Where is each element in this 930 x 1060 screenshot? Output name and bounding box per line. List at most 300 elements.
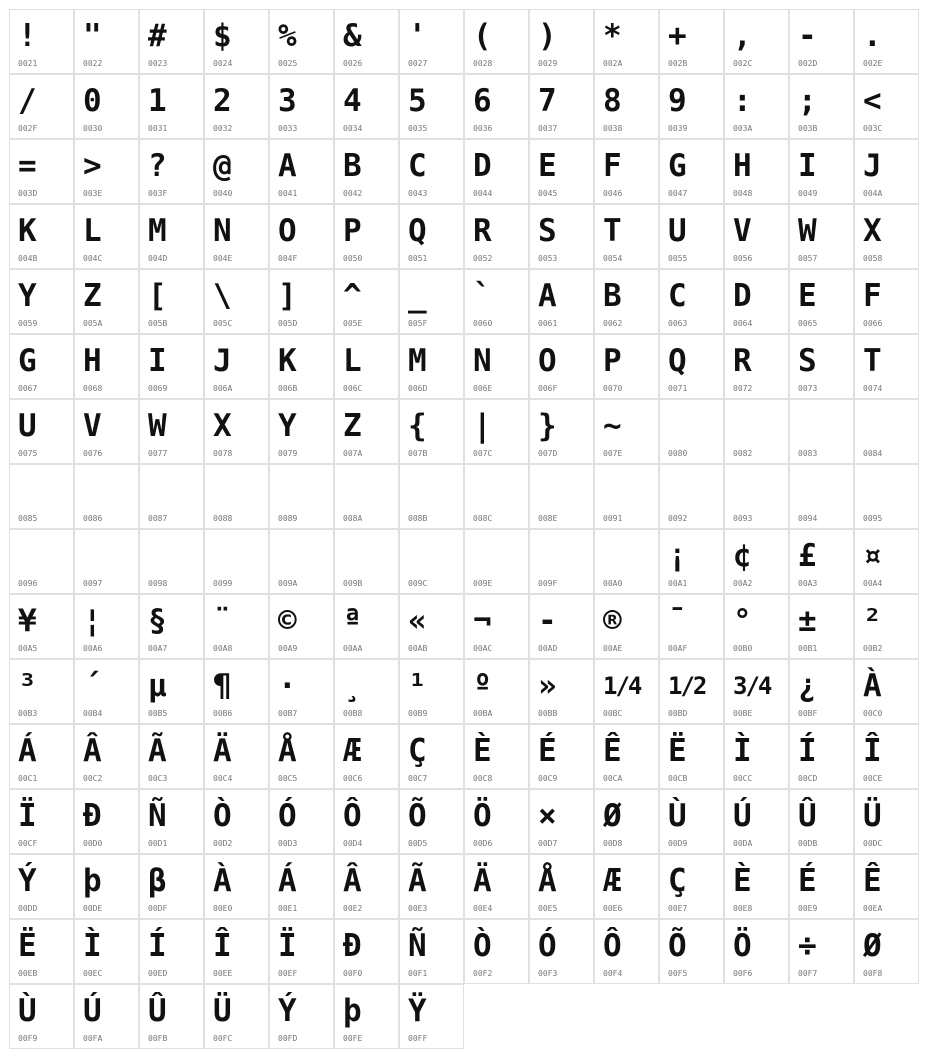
glyph-cell (9, 139, 74, 204)
glyph-code-label: 00FF (408, 1034, 428, 1043)
glyph-cell (204, 659, 269, 724)
glyph-char: Õ (408, 798, 427, 834)
glyph-code-label: 00BC (603, 709, 623, 718)
glyph-char: ¶ (213, 668, 232, 704)
glyph-char: ° (733, 603, 752, 639)
glyph-char: 7 (538, 83, 557, 119)
glyph-cell (594, 74, 659, 139)
glyph-cell (789, 659, 854, 724)
glyph-cell (74, 204, 139, 269)
glyph-cell (659, 399, 724, 464)
glyph-code-label: 0041 (278, 189, 298, 198)
glyph-code-label: 00DA (733, 839, 753, 848)
glyph-cell (724, 464, 789, 529)
glyph-code-label: 00B7 (278, 709, 298, 718)
glyph-code-label: 006A (213, 384, 233, 393)
glyph-cell (204, 464, 269, 529)
glyph-code-label: 0048 (733, 189, 753, 198)
glyph-cell (139, 789, 204, 854)
glyph-code-label: 0078 (213, 449, 233, 458)
glyph-cell (854, 334, 919, 399)
glyph-cell (9, 724, 74, 789)
glyph-cell (529, 789, 594, 854)
glyph-code-label: 00E5 (538, 904, 558, 913)
glyph-cell (529, 334, 594, 399)
glyph-code-label: 00F1 (408, 969, 428, 978)
glyph-char: £ (798, 538, 817, 574)
glyph-code-label: 0091 (603, 514, 623, 523)
glyph-char: - (538, 603, 557, 639)
glyph-code-label: 0089 (278, 514, 298, 523)
glyph-cell (464, 464, 529, 529)
glyph-cell (74, 9, 139, 74)
glyph-char: ¡ (668, 538, 687, 574)
glyph-char: R (733, 343, 752, 379)
glyph-code-label: 0080 (668, 449, 688, 458)
glyph-char: D (473, 148, 492, 184)
glyph-char: Ÿ (408, 993, 427, 1029)
glyph-code-label: 0058 (863, 254, 883, 263)
glyph-char: % (278, 18, 297, 54)
glyph-char: 9 (668, 83, 687, 119)
glyph-char: B (603, 278, 622, 314)
glyph-code-label: 0068 (83, 384, 103, 393)
glyph-code-label: 009B (343, 579, 363, 588)
glyph-cell (724, 659, 789, 724)
glyph-char: È (473, 733, 492, 769)
glyph-char: X (863, 213, 882, 249)
glyph-code-label: 0075 (18, 449, 38, 458)
glyph-code-label: 0040 (213, 189, 233, 198)
glyph-cell (594, 9, 659, 74)
glyph-cell (594, 139, 659, 204)
glyph-code-label: 007D (538, 449, 558, 458)
glyph-code-label: 0056 (733, 254, 753, 263)
glyph-code-label: 00F5 (668, 969, 688, 978)
glyph-char: Æ (603, 863, 622, 899)
glyph-cell (594, 334, 659, 399)
glyph-char: W (798, 213, 817, 249)
glyph-code-label: 00A1 (668, 579, 688, 588)
glyph-char: 2 (213, 83, 232, 119)
glyph-code-label: 00C8 (473, 774, 493, 783)
glyph-char: I (798, 148, 817, 184)
glyph-char: E (538, 148, 557, 184)
glyph-code-label: 004B (18, 254, 38, 263)
glyph-char: ÷ (798, 928, 817, 964)
glyph-code-label: 0066 (863, 319, 883, 328)
glyph-char: 6 (473, 83, 492, 119)
glyph-code-label: 00CD (798, 774, 818, 783)
glyph-char: ¤ (863, 538, 882, 574)
glyph-code-label: 008C (473, 514, 493, 523)
glyph-cell (9, 74, 74, 139)
glyph-char: ± (798, 603, 817, 639)
glyph-char: Ò (213, 798, 232, 834)
glyph-char: Ö (733, 928, 752, 964)
glyph-char: [ (148, 278, 167, 314)
glyph-cell (399, 464, 464, 529)
glyph-cell (334, 594, 399, 659)
glyph-code-label: 00DC (863, 839, 883, 848)
glyph-char: Ï (278, 928, 297, 964)
glyph-code-label: 0053 (538, 254, 558, 263)
glyph-code-label: 0033 (278, 124, 298, 133)
glyph-code-label: 0062 (603, 319, 623, 328)
glyph-cell (334, 269, 399, 334)
glyph-code-label: 0069 (148, 384, 168, 393)
glyph-cell (139, 204, 204, 269)
glyph-cell (269, 9, 334, 74)
glyph-char: S (538, 213, 557, 249)
glyph-char: J (213, 343, 232, 379)
glyph-code-label: 008E (538, 514, 558, 523)
glyph-char: Ü (213, 993, 232, 1029)
glyph-code-label: 0088 (213, 514, 233, 523)
glyph-char: ³ (18, 668, 37, 704)
glyph-char: / (18, 83, 37, 119)
glyph-cell (789, 269, 854, 334)
glyph-char: 8 (603, 83, 622, 119)
glyph-code-label: 00FE (343, 1034, 363, 1043)
glyph-code-label: 00C0 (863, 709, 883, 718)
glyph-char: ª (343, 603, 362, 639)
glyph-code-label: 00B5 (148, 709, 168, 718)
glyph-cell (529, 399, 594, 464)
glyph-cell (9, 789, 74, 854)
glyph-cell (789, 594, 854, 659)
glyph-code-label: 002D (798, 59, 818, 68)
glyph-cell (854, 9, 919, 74)
glyph-char: Ó (538, 928, 557, 964)
glyph-cell (659, 9, 724, 74)
glyph-cell (854, 74, 919, 139)
glyph-cell (789, 789, 854, 854)
glyph-char: Ý (18, 863, 37, 899)
glyph-code-label: 007E (603, 449, 623, 458)
glyph-char: H (83, 343, 102, 379)
glyph-cell (854, 464, 919, 529)
glyph-code-label: 0055 (668, 254, 688, 263)
glyph-char: " (83, 18, 102, 54)
glyph-cell (269, 529, 334, 594)
glyph-code-label: 0021 (18, 59, 38, 68)
glyph-code-label: 003F (148, 189, 168, 198)
glyph-cell (334, 724, 399, 789)
glyph-char: F (603, 148, 622, 184)
glyph-code-label: 00ED (148, 969, 168, 978)
glyph-char: Y (278, 408, 297, 444)
glyph-code-label: 00BD (668, 709, 688, 718)
glyph-char: § (148, 603, 167, 639)
glyph-code-label: 0034 (343, 124, 363, 133)
glyph-char: Ù (18, 993, 37, 1029)
glyph-cell (334, 659, 399, 724)
glyph-cell (789, 464, 854, 529)
glyph-code-label: 00A3 (798, 579, 818, 588)
glyph-code-label: 0059 (18, 319, 38, 328)
glyph-code-label: 0024 (213, 59, 233, 68)
glyph-cell (789, 74, 854, 139)
glyph-char: B (343, 148, 362, 184)
glyph-char: O (538, 343, 557, 379)
glyph-cell (724, 854, 789, 919)
glyph-cell (464, 204, 529, 269)
glyph-cell (464, 74, 529, 139)
glyph-cell (204, 529, 269, 594)
glyph-code-label: 00B0 (733, 644, 753, 653)
glyph-char: R (473, 213, 492, 249)
glyph-cell (399, 139, 464, 204)
glyph-char: T (863, 343, 882, 379)
glyph-cell (854, 399, 919, 464)
glyph-code-label: 009A (278, 579, 298, 588)
glyph-cell (724, 789, 789, 854)
glyph-code-label: 0031 (148, 124, 168, 133)
glyph-code-label: 00AE (603, 644, 623, 653)
glyph-cell (204, 594, 269, 659)
glyph-cell (74, 789, 139, 854)
glyph-cell (854, 724, 919, 789)
glyph-cell (204, 919, 269, 984)
glyph-char: W (148, 408, 167, 444)
glyph-code-label: 00C3 (148, 774, 168, 783)
glyph-cell (334, 984, 399, 1049)
glyph-code-label: 00E0 (213, 904, 233, 913)
glyph-char: @ (213, 148, 232, 184)
glyph-cell (139, 984, 204, 1049)
glyph-cell (659, 74, 724, 139)
glyph-code-label: 0067 (18, 384, 38, 393)
glyph-cell (594, 464, 659, 529)
glyph-cell (789, 399, 854, 464)
glyph-char: 5 (408, 83, 427, 119)
glyph-cell (74, 919, 139, 984)
glyph-char: Ã (148, 733, 167, 769)
glyph-cell (724, 594, 789, 659)
glyph-code-label: 00F7 (798, 969, 818, 978)
glyph-cell (854, 659, 919, 724)
glyph-code-label: 00D2 (213, 839, 233, 848)
glyph-cell (269, 204, 334, 269)
glyph-cell (74, 139, 139, 204)
glyph-code-label: 0029 (538, 59, 558, 68)
glyph-cell (9, 594, 74, 659)
glyph-char: * (603, 18, 622, 54)
glyph-cell (9, 204, 74, 269)
glyph-cell (399, 204, 464, 269)
glyph-code-label: 008B (408, 514, 428, 523)
glyph-cell (9, 919, 74, 984)
glyph-char: K (18, 213, 37, 249)
glyph-char: { (408, 408, 427, 444)
glyph-code-label: 00C1 (18, 774, 38, 783)
glyph-char: ~ (603, 408, 622, 444)
glyph-code-label: 002C (733, 59, 753, 68)
glyph-cell (789, 204, 854, 269)
glyph-char: > (83, 148, 102, 184)
glyph-cell (399, 269, 464, 334)
glyph-code-label: 00BB (538, 709, 558, 718)
glyph-cell (334, 139, 399, 204)
glyph-cell (529, 139, 594, 204)
glyph-code-label: 0036 (473, 124, 493, 133)
glyph-cell (464, 399, 529, 464)
glyph-code-label: 0051 (408, 254, 428, 263)
glyph-code-label: 00AF (668, 644, 688, 653)
glyph-code-label: 00A2 (733, 579, 753, 588)
glyph-cell (204, 74, 269, 139)
glyph-code-label: 00F4 (603, 969, 623, 978)
glyph-cell (724, 724, 789, 789)
glyph-cell (269, 334, 334, 399)
glyph-cell (724, 139, 789, 204)
glyph-code-label: 00EE (213, 969, 233, 978)
glyph-code-label: 00B2 (863, 644, 883, 653)
glyph-char: Í (148, 928, 167, 964)
glyph-cell (399, 74, 464, 139)
glyph-cell (74, 334, 139, 399)
glyph-char: C (668, 278, 687, 314)
glyph-cell (529, 659, 594, 724)
glyph-char: À (213, 863, 232, 899)
glyph-code-label: 00BF (798, 709, 818, 718)
glyph-code-label: 00E2 (343, 904, 363, 913)
glyph-code-label: 0037 (538, 124, 558, 133)
glyph-char: Ò (473, 928, 492, 964)
glyph-code-label: 006B (278, 384, 298, 393)
glyph-char: J (863, 148, 882, 184)
glyph-code-label: 003B (798, 124, 818, 133)
glyph-char: 3/4 (733, 672, 771, 700)
glyph-code-label: 00DE (83, 904, 103, 913)
glyph-cell (724, 334, 789, 399)
glyph-cell (529, 529, 594, 594)
glyph-char: ¦ (83, 603, 102, 639)
glyph-cell (269, 139, 334, 204)
glyph-cell (854, 594, 919, 659)
glyph-cell (464, 854, 529, 919)
glyph-cell (204, 399, 269, 464)
glyph-char: Ì (733, 733, 752, 769)
glyph-cell (399, 724, 464, 789)
glyph-code-label: 00E6 (603, 904, 623, 913)
glyph-code-label: 0082 (733, 449, 753, 458)
glyph-char: < (863, 83, 882, 119)
glyph-code-label: 007A (343, 449, 363, 458)
glyph-cell (659, 334, 724, 399)
glyph-cell (659, 724, 724, 789)
glyph-cell (269, 464, 334, 529)
glyph-cell (204, 724, 269, 789)
glyph-cell (74, 724, 139, 789)
glyph-char: Â (343, 863, 362, 899)
glyph-char: $ (213, 18, 232, 54)
glyph-char: # (148, 18, 167, 54)
glyph-char: S (798, 343, 817, 379)
glyph-cell (594, 659, 659, 724)
glyph-char: Ã (408, 863, 427, 899)
glyph-cell (529, 594, 594, 659)
glyph-cell (659, 594, 724, 659)
glyph-cell (464, 919, 529, 984)
glyph-cell (139, 659, 204, 724)
glyph-code-label: 00D5 (408, 839, 428, 848)
glyph-code-label: 00B1 (798, 644, 818, 653)
glyph-code-label: 00D4 (343, 839, 363, 848)
glyph-cell (854, 919, 919, 984)
glyph-code-label: 00DB (798, 839, 818, 848)
glyph-code-label: 00CA (603, 774, 623, 783)
glyph-char: T (603, 213, 622, 249)
glyph-char: ¬ (473, 603, 492, 639)
glyph-char: V (733, 213, 752, 249)
glyph-code-label: 0076 (83, 449, 103, 458)
glyph-cell (74, 984, 139, 1049)
glyph-cell (659, 139, 724, 204)
glyph-cell (269, 919, 334, 984)
glyph-code-label: 0083 (798, 449, 818, 458)
glyph-code-label: 00AD (538, 644, 558, 653)
glyph-char: ] (278, 278, 297, 314)
glyph-cell (204, 139, 269, 204)
glyph-char: _ (408, 278, 427, 314)
glyph-code-label: 00FC (213, 1034, 233, 1043)
glyph-cell (789, 854, 854, 919)
glyph-cell (9, 984, 74, 1049)
glyph-char: G (18, 343, 37, 379)
glyph-cell (594, 399, 659, 464)
glyph-code-label: 00BE (733, 709, 753, 718)
glyph-cell (334, 399, 399, 464)
glyph-cell (139, 594, 204, 659)
glyph-cell (9, 269, 74, 334)
glyph-char: Ê (863, 863, 882, 899)
glyph-cell (529, 854, 594, 919)
glyph-code-label: 0074 (863, 384, 883, 393)
glyph-code-label: 00AA (343, 644, 363, 653)
glyph-cell (594, 594, 659, 659)
glyph-char: U (668, 213, 687, 249)
glyph-char: = (18, 148, 37, 184)
glyph-cell (74, 854, 139, 919)
glyph-code-label: 00B4 (83, 709, 103, 718)
glyph-char: Q (668, 343, 687, 379)
glyph-char: 1 (148, 83, 167, 119)
glyph-code-label: 0064 (733, 319, 753, 328)
glyph-char: 0 (83, 83, 102, 119)
glyph-cell (334, 9, 399, 74)
glyph-code-label: 0049 (798, 189, 818, 198)
glyph-code-label: 002F (18, 124, 38, 133)
glyph-code-label: 00EF (278, 969, 298, 978)
glyph-code-label: 003C (863, 124, 883, 133)
glyph-cell (139, 399, 204, 464)
glyph-char: Å (278, 733, 297, 769)
glyph-cell (594, 789, 659, 854)
glyph-char: ( (473, 18, 492, 54)
glyph-code-label: 0046 (603, 189, 623, 198)
glyph-char: É (798, 863, 817, 899)
glyph-cell (724, 269, 789, 334)
glyph-char: µ (148, 668, 167, 704)
glyph-char: | (473, 408, 492, 444)
glyph-cell (724, 74, 789, 139)
glyph-char: Ç (668, 863, 687, 899)
glyph-cell (464, 9, 529, 74)
glyph-code-label: 0097 (83, 579, 103, 588)
glyph-char: Ø (603, 798, 622, 834)
